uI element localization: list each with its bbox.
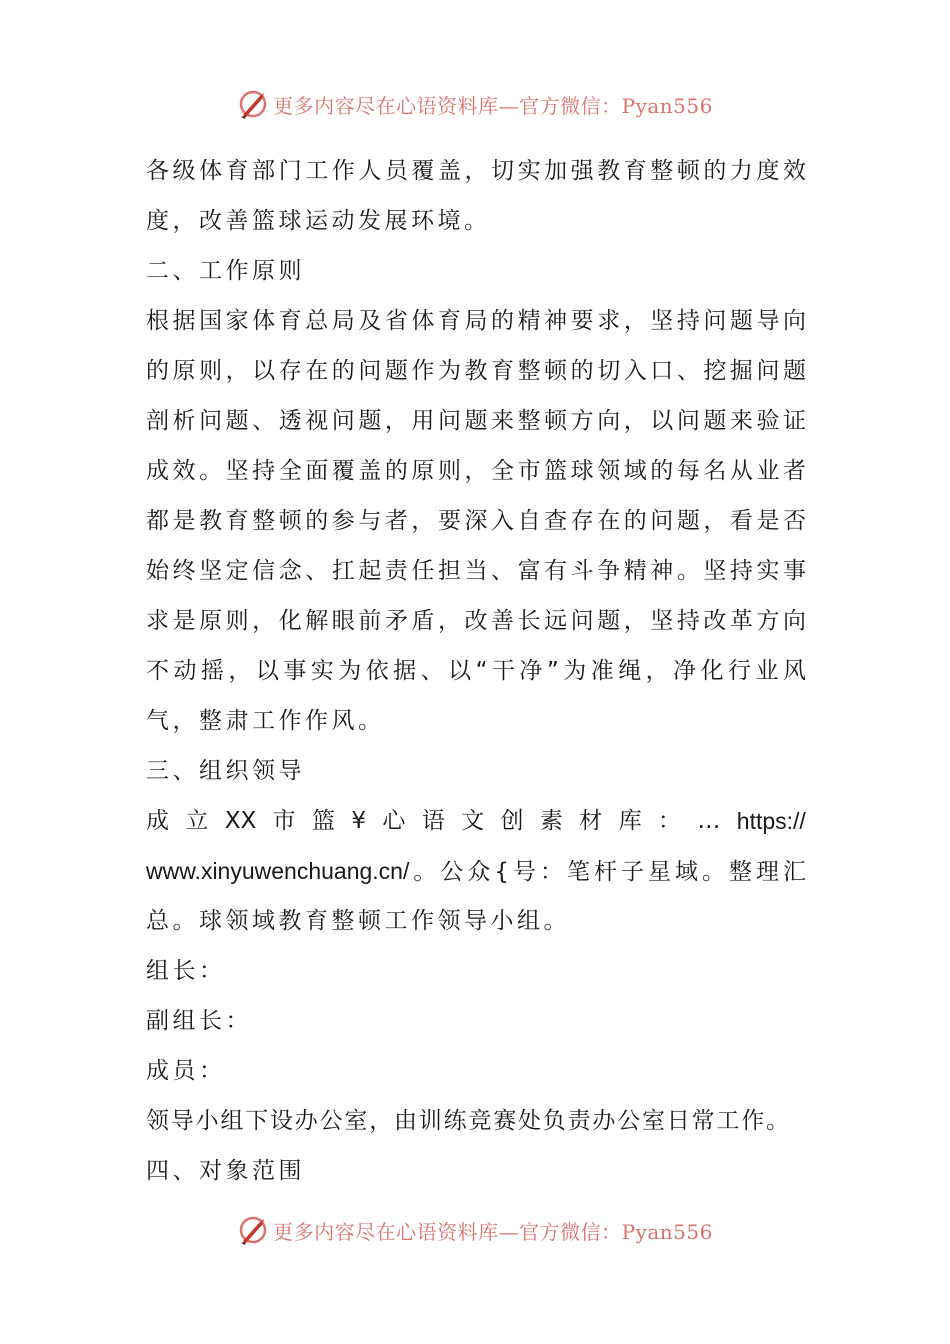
text-line: 成效。坚持全面覆盖的原则，全市篮球领域的每名从业者 — [146, 458, 806, 484]
text-line: 的原则，以存在的问题作为教育整顿的切入口、挖掘问题 — [146, 358, 806, 384]
text-line: 领导小组下设办公室，由训练竞赛处负责办公室日常工作。 — [146, 1108, 791, 1134]
spread-char: ： — [658, 808, 682, 834]
text-line: 不动摇，以事实为依据、以“干净”为准绳，净化行业风 — [146, 658, 806, 684]
document-body — [146, 146, 806, 1196]
watermark-text: 更多内容尽在心语资料库—官方微信：Pyan556 — [273, 1219, 713, 1244]
role-label-leader: 组长： — [146, 958, 226, 984]
section-heading: 四、对象范围 — [146, 1158, 305, 1184]
section-heading: 二、工作原则 — [146, 258, 305, 284]
spread-char: 篮 — [312, 808, 336, 834]
url-fragment[interactable]: https:// — [736, 808, 806, 834]
spread-char: 素 — [539, 808, 563, 834]
footer-watermark — [0, 1210, 950, 1250]
role-label-deputy-leader: 副组长： — [146, 1008, 252, 1034]
section-heading: 三、组织领导 — [146, 758, 305, 784]
role-label-members: 成员： — [146, 1058, 226, 1084]
spread-char: 文 — [461, 808, 485, 834]
pen-nib-logo-icon — [237, 87, 271, 121]
header-watermark — [0, 84, 950, 124]
text-line: 始终坚定信念、扛起责任担当、富有斗争精神。坚持实事 — [146, 558, 806, 584]
text-line: 度，改善篮球运动发展环境。 — [146, 208, 491, 234]
pen-nib-logo-icon — [237, 1213, 271, 1247]
url-line-rest: 。公众{号：笔杆子星域。整理汇 — [409, 859, 806, 885]
spread-char: 立 — [185, 808, 209, 834]
spread-char: … — [697, 808, 721, 834]
spread-char: 心 — [382, 808, 406, 834]
text-line: 都是教育整顿的参与者，要深入自查存在的问题，看是否 — [146, 508, 806, 534]
text-line: 总。球领域教育整顿工作领导小组。 — [146, 908, 570, 934]
spread-char: XX — [224, 808, 257, 834]
website-url-link[interactable]: www.xinyuwenchuang.cn/ — [146, 858, 410, 884]
spread-char: 材 — [579, 808, 603, 834]
text-line: 气，整肃工作作风。 — [146, 708, 385, 734]
spread-char: ¥ — [351, 808, 367, 834]
spread-char: 创 — [500, 808, 524, 834]
text-line: 各级体育部门工作人员覆盖，切实加强教育整顿的力度效 — [146, 158, 806, 184]
spread-char: 库 — [618, 808, 642, 834]
spread-text-line — [146, 796, 806, 846]
text-line: 根据国家体育总局及省体育局的精神要求，坚持问题导向 — [146, 308, 806, 334]
spread-char: 语 — [421, 808, 445, 834]
watermark-text: 更多内容尽在心语资料库—官方微信：Pyan556 — [273, 93, 713, 118]
url-text-line — [146, 846, 806, 896]
text-line: 剖析问题、透视问题，用问题来整顿方向，以问题来验证 — [146, 408, 806, 434]
spread-char: 市 — [272, 808, 296, 834]
text-line: 求是原则，化解眼前矛盾，改善长远问题，坚持改革方向 — [146, 608, 806, 634]
spread-char: 成 — [146, 808, 169, 834]
